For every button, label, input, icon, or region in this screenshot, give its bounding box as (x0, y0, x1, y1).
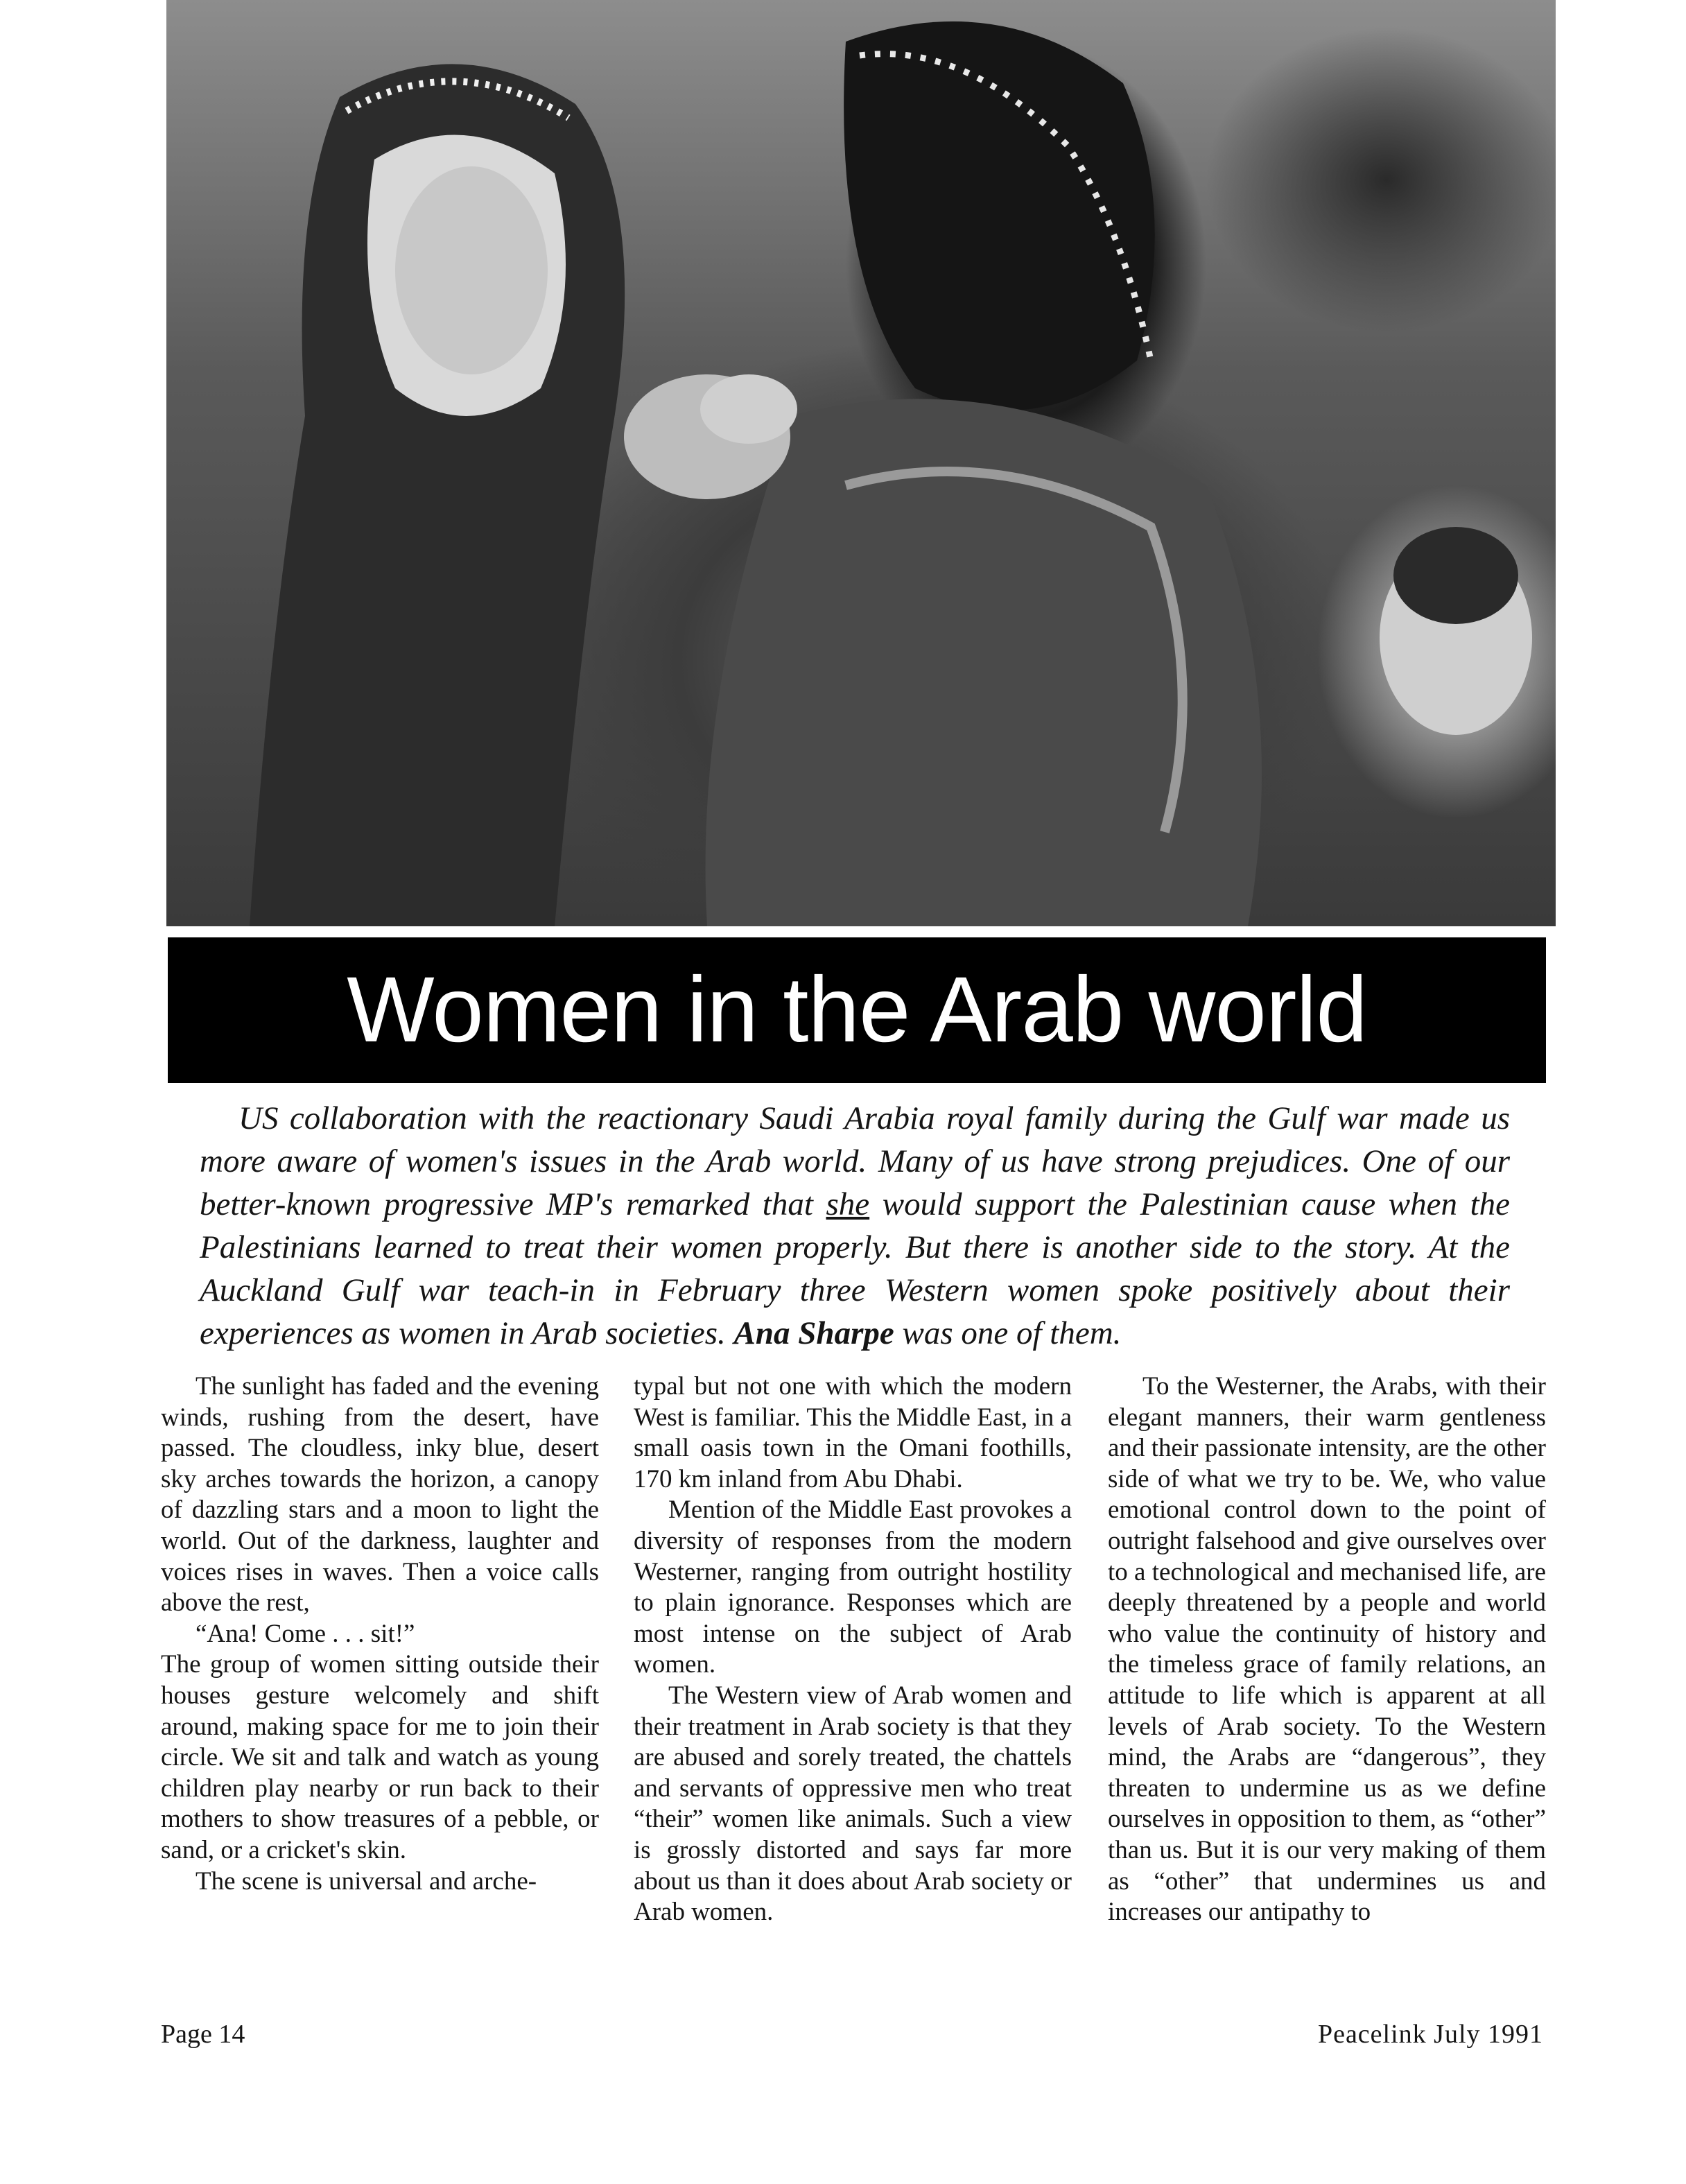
author-name: Ana Sharpe (733, 1315, 894, 1351)
paragraph: typal but not one with which the modern West is familiar. This the Middle East, in a small oasis town in the Omani foothills, 170 km inland from Abu Dhabi. (634, 1372, 1072, 1493)
page-number: Page 14 (161, 2020, 245, 2049)
article-column-3 (1108, 1371, 1546, 1928)
paragraph: Mention of the Middle East provokes a diversity of responses from the modern Westerner, ranging from outright hostility to plain ignorance. Responses which are most intense on the subject of Arab women. (634, 1496, 1072, 1679)
intro-text-2: would support the Palestinian cause when the Palestinians learned to treat their women properly. But there is another side to the story. At the Auckland Gulf war teach-in in February three Western women spoke positively about their experiences as women in Arab societies. (200, 1186, 1510, 1351)
paragraph: The group of women sitting outside their houses gesture welcomely and shift around, making space for me to join their circle. We sit and talk and watch as young children play nearby or run back to their mothers to show treasures of a pebble, or sand, or a cricket's skin. (161, 1650, 599, 1864)
paragraph: The sunlight has faded and the evening winds, rushing from the desert, have passed. The cloudless, inky blue, desert sky arches towards the horizon, a canopy of dazzling stars and a moon to light the world. Out of the darkness, laughter and voices rises in waves. Then a voice calls above the rest, (161, 1372, 599, 1618)
photo-illustration (166, 0, 1556, 926)
article-intro (200, 1097, 1510, 1355)
paragraph: To the Westerner, the Arabs, with their elegant manners, their warm gentleness and their passionate intensity, are the other side of what we try to be. We, who value emotional control down to the point of outright falsehood and give ourselves over to a technological and mechanised life, are deeply threatened by a people and world who value the continuity of history and the timeless grace of family relations, an attitude to life which is apparent at all levels of Arab society. To the Western mind, the Arabs are “dangerous”, they threaten to undermine us as we define ourselves in opposition to them, as “other” than us. But it is our very making of them as “other” that undermines us and increases our antipathy to (1108, 1372, 1546, 1927)
article-column-2 (634, 1371, 1072, 1928)
paragraph: The scene is universal and arche- (195, 1866, 537, 1896)
paragraph: The Western view of Arab women and their treatment in Arab society is that they are abused and sorely treated, the chattels and servants of oppressive men who treat “their” women like animals. Such a view is grossly distorted and says far more about us than it does about Arab society or Arab women. (634, 1681, 1072, 1927)
title-banner (168, 937, 1546, 1083)
article-column-1 (161, 1371, 599, 1897)
intro-text-1: US collaboration with the reactionary Saudi Arabia royal family during the Gulf war made us more aware of women's issues in the Arab world. Many of us have strong prejudices. One of our better-known progressive MP's remarked that (200, 1100, 1510, 1222)
intro-text-3: was one of them. (894, 1315, 1122, 1351)
intro-she-underlined: she (826, 1186, 870, 1222)
article-photo (166, 0, 1556, 926)
paragraph: “Ana! Come . . . sit!” (195, 1619, 415, 1648)
article-title: Women in the Arab world (347, 958, 1367, 1061)
publication-info: Peacelink July 1991 (1317, 2020, 1543, 2049)
